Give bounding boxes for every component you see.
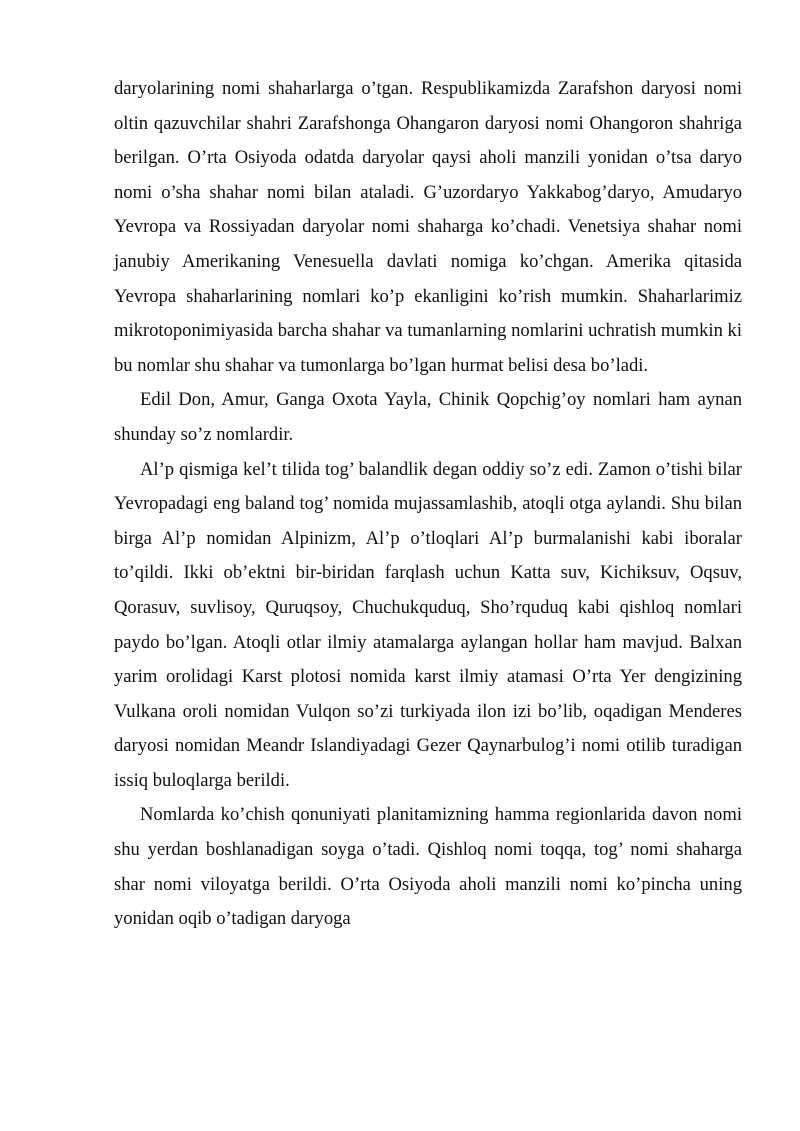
paragraph-2: Edil Don, Amur, Ganga Oxota Yayla, Chinik Qopchig’oy nomlari ham aynan shunday so’z nomlardir. [114,389,742,445]
paragraph-4: Nomlarda ko’chish qonuniyati planitamizning hamma regionlarida davon nomi shu yerdan boshlanadigan soyga o’tadi. Qishloq nomi toqqa, tog’ nomi shaharga shar nomi viloyatga berildi. O’rta Osiyoda aholi manzili nomi ko’pincha uning yonidan oqib o’tadigan daryoga [114,804,742,930]
paragraph-3: Al’p qismiga kel’t tilida tog’ balandlik degan oddiy so’z edi. Zamon o’tishi bilar Yevropadagi eng baland tog’ nomida mujassamlashib, atoqli otga aylandi. Shu bilan birga Al’p nomidan Alpinizm, Al’p o’tloqlari Al’p burmalanishi kabi iboralar to’qildi. Ikki ob’ektni bir-biridan farqlash uchun Katta suv, Kichiksuv, Oqsuv, Qorasuv, suvlisoy, Quruqsoy, Chuchukquduq, Sho’rquduq kabi qishloq nomlari paydo bo’lgan. Atoqli otlar ilmiy atamalarga aylangan hollar ham mavjud. Balxan yarim orolidagi Karst plotosi nomida karst ilmiy atamasi O’rta Yer dengizining Vulkana oroli nomidan Vulqon so’zi turkiyada ilon izi bo’lib, oqadigan Menderes daryosi nomidan Meandr Islandiyadagi Gezer Qaynarbulog’i nomi otilib turadigan issiq buloqlarga berildi. [114,458,742,791]
paragraph-1: daryolarining nomi shaharlarga o’tgan. Respublikamizda Zarafshon daryosi nomi oltin qazuvchilar shahri Zarafshonga Ohangaron daryosi nomi Ohangoron shahriga berilgan. O’rta Osiyoda odatda daryolar qaysi aholi manzili yonidan o’tsa daryo nomi o’sha shahar nomi bilan ataladi. G’uzordaryo Yakkabog’daryo, Amudaryo Yevropa va Rossiyadan daryolar nomi shaharga ko’chadi. Venetsiya shahar nomi janubiy Amerikaning Venesuella davlati nomiga ko’chgan. Amerika qitasida Yevropa shaharlarining nomlari ko’p ekanligini ko’rish mumkin. Shaharlarimiz mikrotoponimiyasida barcha shahar va tumanlarning nomlarini uchratish mumkin ki bu nomlar shu shahar va tumonlarga bo’lgan hurmat belisi desa bo’ladi. [114,78,742,376]
document-page [114,72,742,937]
